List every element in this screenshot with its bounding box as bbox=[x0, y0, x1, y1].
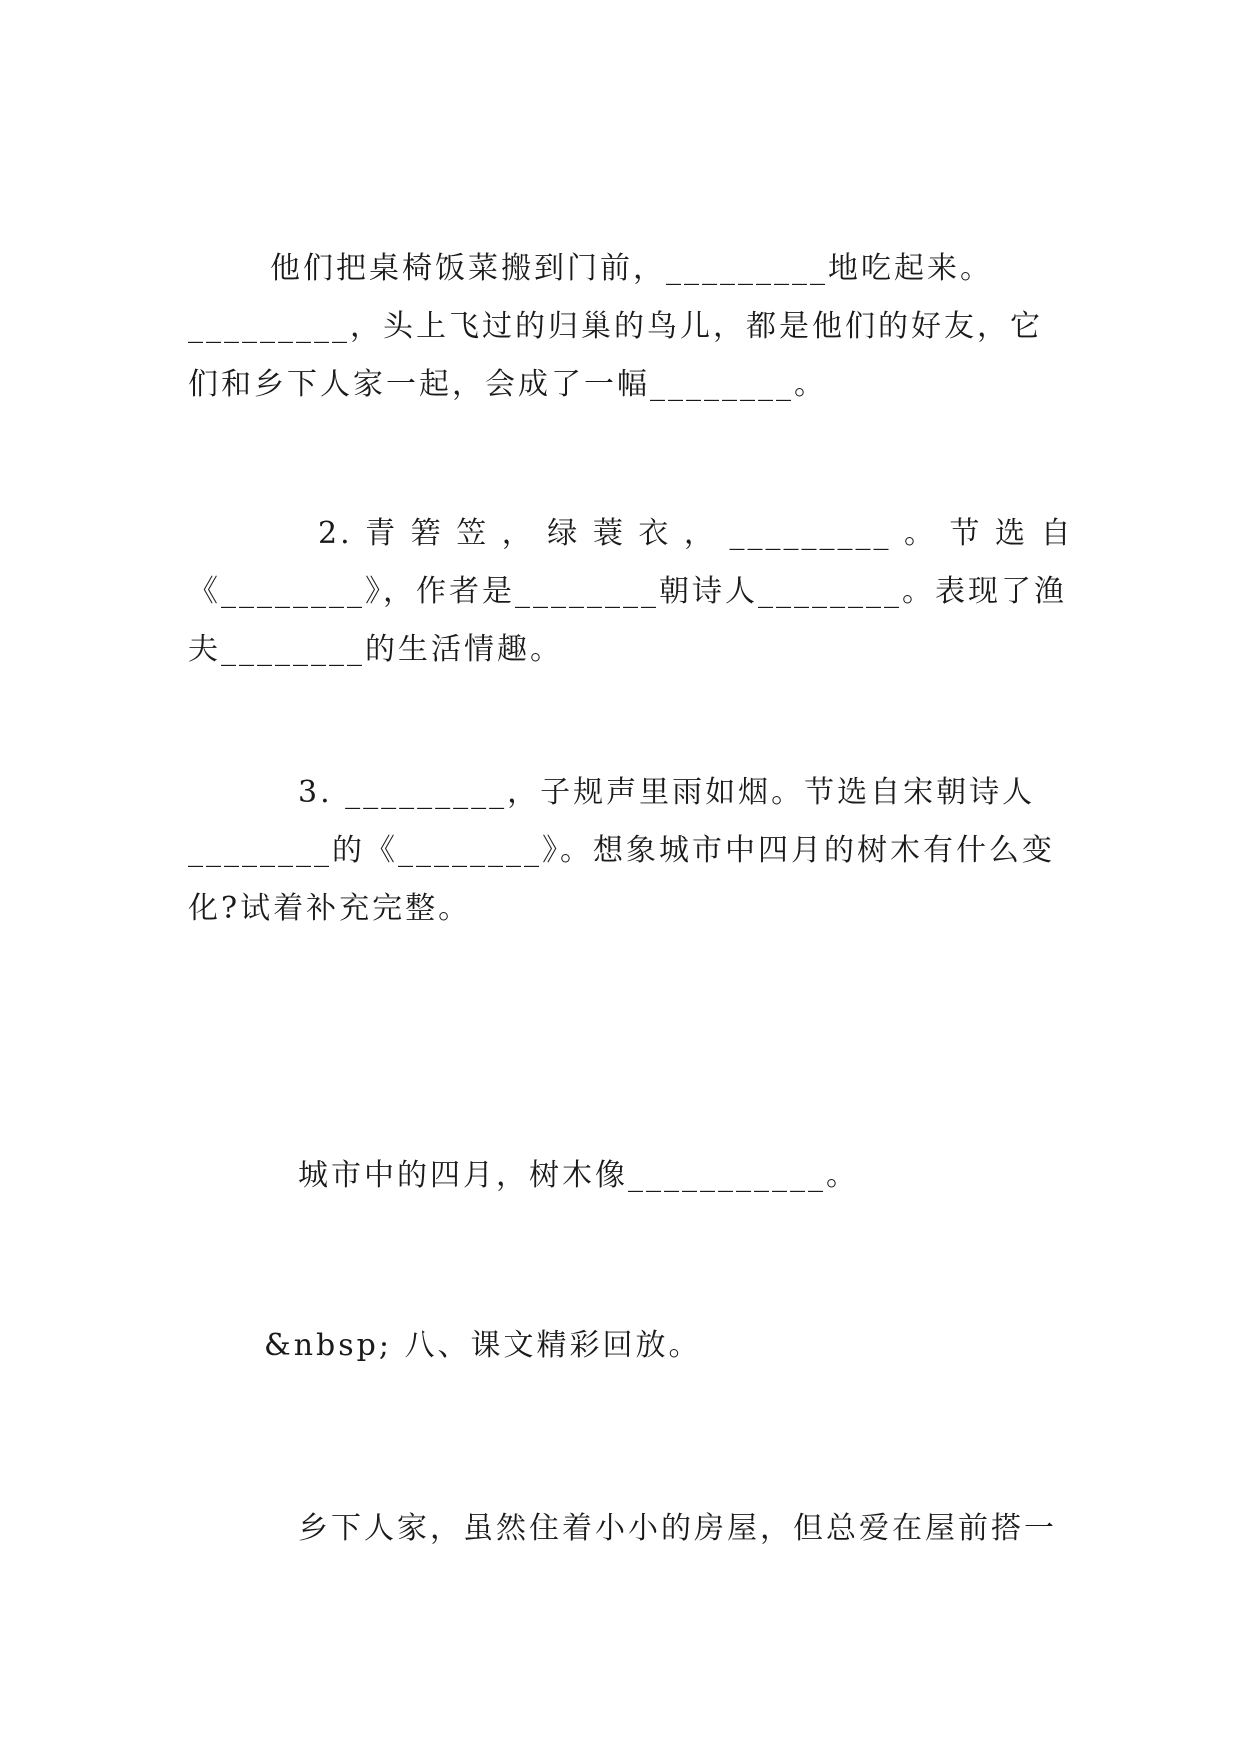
text-line: 们和乡下人家一起，会成了一幅________。 bbox=[188, 367, 827, 402]
text-line: 乡下人家，虽然住着小小的房屋，但总爱在屋前搭一 bbox=[298, 1511, 1057, 1546]
text-line: 化?试着补充完整。 bbox=[188, 891, 472, 926]
text-line: ________的《________》。想象城市中四月的树木有什么变 bbox=[188, 833, 1055, 868]
text-line: 《________》，作者是________朝诗人________。表现了渔 bbox=[188, 574, 1067, 609]
text-line: 夫________的生活情趣。 bbox=[188, 632, 563, 667]
section-heading-eight bbox=[188, 1317, 1048, 1375]
paragraph-question-3 bbox=[188, 764, 1055, 938]
text-line: _________，头上飞过的归巢的鸟儿，都是他们的好友，它 bbox=[188, 309, 1043, 344]
text-line: 2. 青 箬 笠 ， 绿 蓑 衣 ， _________ 。 节 选 自 bbox=[318, 516, 1074, 551]
section-heading: &nbsp; 八、课文精彩回放。 bbox=[264, 1328, 702, 1363]
paragraph-country-home bbox=[188, 1500, 1057, 1558]
paragraph-question-2 bbox=[188, 505, 1074, 679]
paragraph-city-april bbox=[188, 1147, 1048, 1205]
paragraph-family-dinner bbox=[188, 240, 1048, 414]
text-line: 城市中的四月，树木像___________。 bbox=[298, 1158, 859, 1193]
text-line: 3. _________，子规声里雨如烟。节选自宋朝诗人 bbox=[298, 775, 1036, 810]
text-line: 他们把桌椅饭菜搬到门前，_________地吃起来。 bbox=[270, 251, 993, 286]
